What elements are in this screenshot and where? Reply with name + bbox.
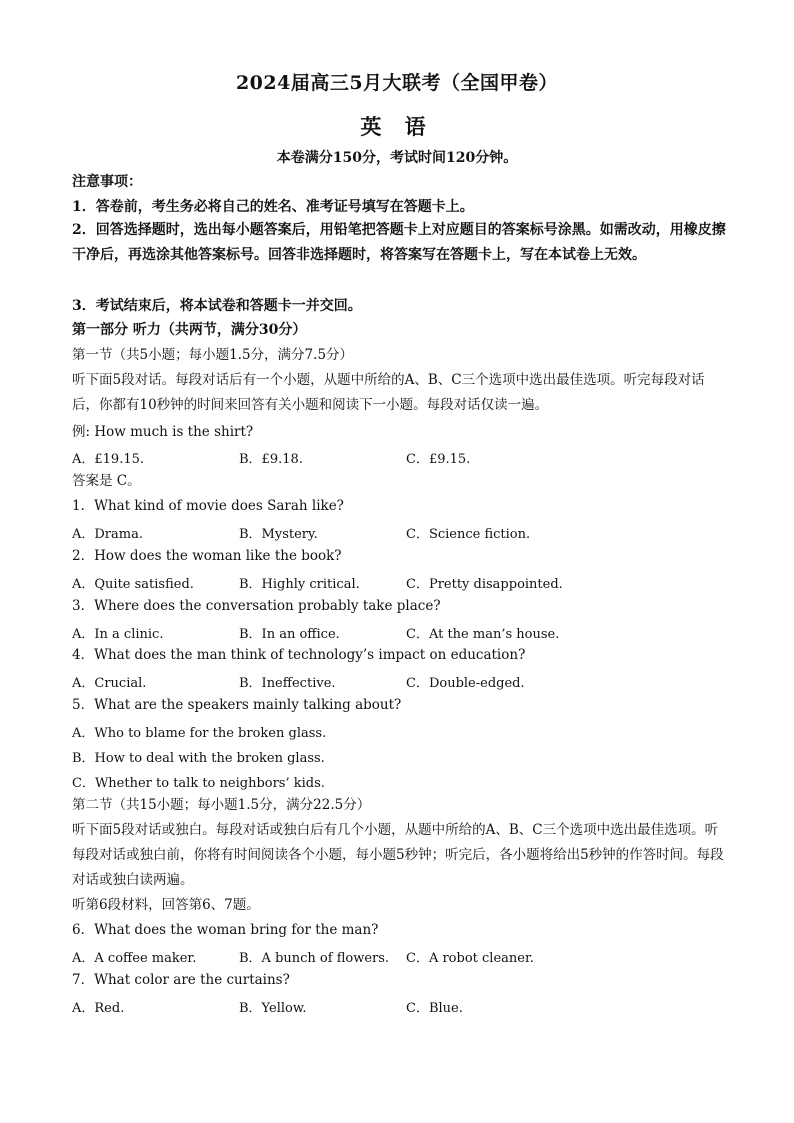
example-question: 例: How much is the shirt? [72, 424, 254, 440]
question-7: 7．What color are the curtains? [72, 972, 290, 988]
exam-title: 2024届高三5月大联考（全国甲卷） [235, 72, 559, 94]
section1-instructions: 听下面5段对话。每段对话后有一个小题，从题中所给的A、B、C三个选项中选出最佳选项。听完每段对话后，你都有10秒钟的时间来回答有关小题和阅读下一小题。每段对话仅读一遍。 [72, 372, 705, 413]
q1-option-c: C．Science fiction. [406, 527, 531, 542]
section1-heading: 第一节（共5小题；每小题1.5分，满分7.5分） [72, 347, 354, 363]
q5-option-b: B．How to deal with the broken glass. [72, 751, 325, 766]
q2-option-b: B．Highly critical. [239, 577, 360, 592]
question-2: 2．How does the woman like the book? [72, 548, 342, 564]
question-3: 3．Where does the conversation probably take place? [72, 598, 441, 614]
notice-heading: 注意事项： [72, 174, 142, 190]
section2-heading: 第二节（共15小题；每小题1.5分，满分22.5分） [72, 797, 371, 813]
exam-info: 本卷满分150分，考试时间120分钟。 [276, 150, 518, 166]
question-1: 1．What kind of movie does Sarah like? [72, 498, 344, 514]
q5-option-c: C．Whether to talk to neighbors’ kids. [72, 776, 325, 791]
part1-heading: 第一部分 听力（共两节，满分30分） [72, 322, 307, 338]
q6-option-b: B．A bunch of flowers. [239, 951, 390, 966]
subject-title: 英 语 [360, 114, 434, 139]
q3-option-a: A．In a clinic. [72, 627, 164, 642]
notice-item-1: 1．答卷前，考生务必将自己的姓名、准考证号填写在答题卡上。 [72, 199, 474, 215]
q7-option-c: C．Blue. [406, 1001, 463, 1016]
q4-option-a: A．Crucial. [72, 676, 147, 691]
example-option-c: C．£9.15. [406, 452, 471, 467]
q4-option-c: C．Double-edged. [406, 676, 525, 691]
example-option-b: B．£9.18. [239, 452, 303, 467]
notice-item-3: 3．考试结束后，将本试卷和答题卡一并交回。 [72, 298, 362, 314]
material-6-note: 听第6段材料，回答第6、7题。 [72, 897, 260, 913]
section2-instructions: 听下面5段对话或独白。每段对话或独白后有几个小题，从题中所给的A、B、C三个选项中选出最佳选项。听每段对话或独白前，你将有时间阅读各个小题，每小题5秒钟；听完后，各小题将给出5秒钟的作答时间。每段对话或独白读两遍。 [72, 822, 724, 888]
example-option-a: A．£19.15. [72, 452, 145, 467]
q2-option-a: A．Quite satisfied. [72, 577, 194, 592]
question-6: 6．What does the woman bring for the man? [72, 922, 379, 938]
q6-option-c: C．A robot cleaner. [406, 951, 534, 966]
q5-option-a: A．Who to blame for the broken glass. [72, 726, 327, 741]
notice-item-2: 2．回答选择题时，选出每小题答案后，用铅笔把答题卡上对应题目的答案标号涂黑。如需改动，用橡皮擦干净后，再选涂其他答案标号。回答非选择题时，将答案写在答题卡上，写在本试卷上无效。 [72, 222, 726, 263]
q3-option-b: B．In an office. [239, 627, 340, 642]
q6-option-a: A．A coffee maker. [72, 951, 197, 966]
q2-option-c: C．Pretty disappointed. [406, 577, 563, 592]
question-5: 5．What are the speakers mainly talking about? [72, 697, 402, 713]
q1-option-a: A．Drama. [72, 527, 143, 542]
q7-option-a: A．Red. [72, 1001, 125, 1016]
q7-option-b: B．Yellow. [239, 1001, 307, 1016]
q4-option-b: B．Ineffective. [239, 676, 336, 691]
example-answer: 答案是 C。 [72, 473, 141, 489]
q3-option-c: C．At the man’s house. [406, 627, 560, 642]
question-4: 4．What does the man think of technology’s impact on education? [72, 647, 526, 663]
q1-option-b: B．Mystery. [239, 527, 318, 542]
